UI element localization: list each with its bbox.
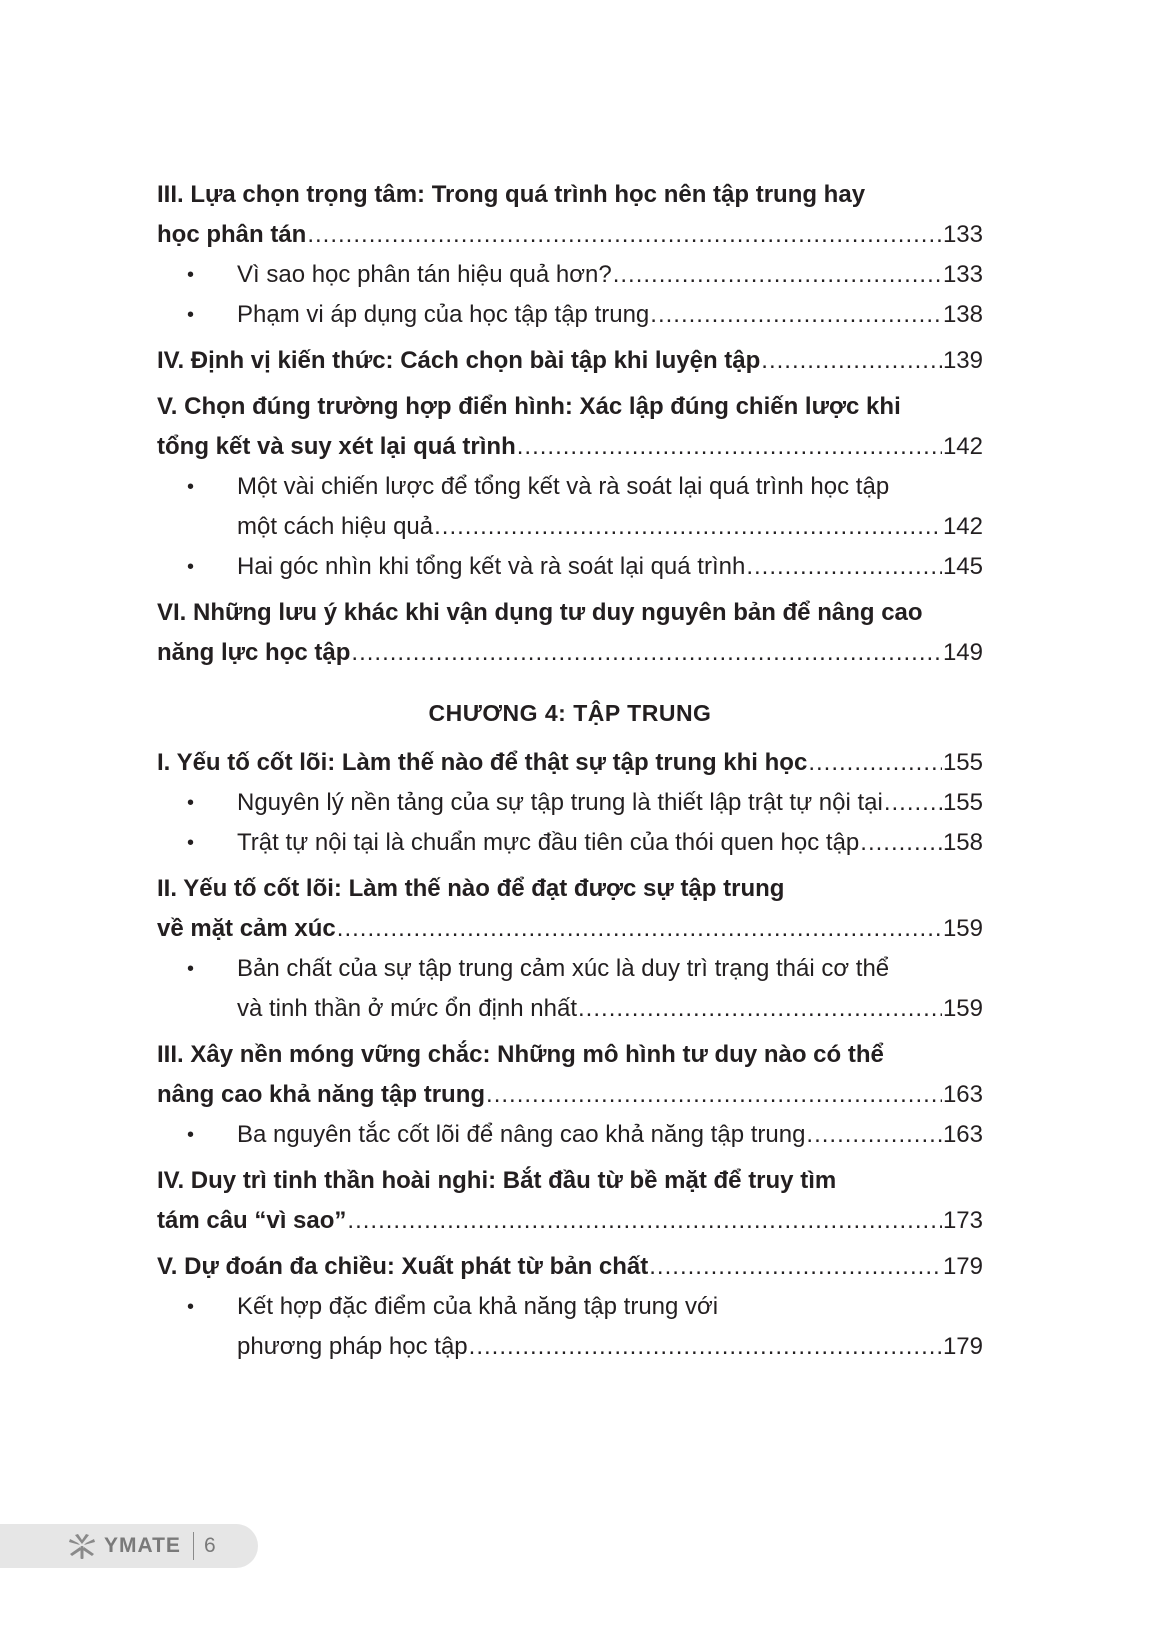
toc-entry-title: IV. Duy trì tinh thần hoài nghi: Bắt đầu từ bề mặt để truy tìm — [157, 1167, 837, 1194]
toc-entry-section-ii — [157, 869, 983, 949]
dot-leader — [613, 255, 942, 295]
page-number: 133 — [942, 221, 983, 248]
toc-subentry — [157, 255, 983, 295]
page-number: 155 — [942, 789, 983, 816]
toc-entry-section-iii — [157, 175, 983, 255]
toc-entry-section-iv — [157, 341, 983, 381]
bullet-icon: • — [187, 1296, 195, 1318]
bullet-icon: • — [187, 792, 195, 814]
toc-entry-title: Trật tự nội tại là chuẩn mực đầu tiên của thói quen học tập — [237, 829, 860, 856]
dot-leader — [649, 1247, 942, 1287]
toc-entry-title: IV. Định vị kiến thức: Cách chọn bài tập khi luyện tập — [157, 347, 761, 374]
dot-leader — [307, 215, 942, 255]
page-number: 159 — [942, 915, 983, 942]
toc-subentry — [157, 823, 983, 863]
toc-subentry — [157, 467, 983, 547]
dot-leader — [469, 1327, 942, 1367]
page-number: 163 — [942, 1081, 983, 1108]
dot-leader — [650, 295, 942, 335]
toc-entry-title: V. Chọn đúng trường hợp điển hình: Xác lập đúng chiến lược khi — [157, 393, 901, 420]
toc-subentry — [157, 295, 983, 335]
toc-entry-title: Hai góc nhìn khi tổng kết và rà soát lại quá trình — [237, 553, 746, 580]
toc-entry-title-cont: nâng cao khả năng tập trung — [157, 1081, 486, 1108]
page-number: 179 — [942, 1333, 983, 1360]
dot-leader — [517, 427, 942, 467]
toc-entry-title-cont: học phân tán — [157, 221, 307, 248]
page-number: 173 — [942, 1207, 983, 1234]
toc-entry-section-v-ch4 — [157, 1247, 983, 1287]
page-number: 142 — [942, 513, 983, 540]
toc-entry-title: Phạm vi áp dụng của học tập tập trung — [237, 301, 650, 328]
dot-leader — [347, 1201, 942, 1241]
bullet-icon: • — [187, 832, 195, 854]
toc-subentry — [157, 1115, 983, 1155]
dot-leader — [761, 341, 942, 381]
page-footer — [0, 1524, 258, 1568]
toc-entry-title: Nguyên lý nền tảng của sự tập trung là thiết lập trật tự nội tại — [237, 789, 883, 816]
toc-entry-title-cont: và tinh thần ở mức ổn định nhất — [237, 995, 578, 1022]
toc-subentry — [157, 783, 983, 823]
dot-leader — [884, 783, 942, 823]
dot-leader — [337, 909, 942, 949]
page-number: 163 — [942, 1121, 983, 1148]
brand-name: YMATE — [104, 1534, 181, 1557]
ymate-logo-icon — [66, 1530, 98, 1562]
page-number: 145 — [942, 553, 983, 580]
page-number: 142 — [942, 433, 983, 460]
toc-entry-title: III. Lựa chọn trọng tâm: Trong quá trình học nên tập trung hay — [157, 181, 866, 208]
page-number: 155 — [942, 749, 983, 776]
page-number: 158 — [942, 829, 983, 856]
toc-entry-title-cont: năng lực học tập — [157, 639, 351, 666]
dot-leader — [486, 1075, 942, 1115]
toc-entry-section-v — [157, 387, 983, 467]
toc-entry-title-cont: phương pháp học tập — [237, 1333, 468, 1360]
footer-page-number: 6 — [203, 1534, 216, 1557]
toc-entry-title: Một vài chiến lược để tổng kết và rà soát lại quá trình học tập — [237, 473, 890, 500]
bullet-icon: • — [187, 1124, 195, 1146]
dot-leader — [806, 1115, 942, 1155]
bullet-icon: • — [187, 556, 195, 578]
footer-divider — [193, 1532, 194, 1560]
dot-leader — [808, 743, 942, 783]
toc-entry-section-vi — [157, 593, 983, 673]
toc-entry-title: III. Xây nền móng vững chắc: Những mô hình tư duy nào có thể — [157, 1041, 884, 1068]
toc-entry-title: Kết hợp đặc điểm của khả năng tập trung với — [237, 1293, 719, 1320]
page-number: 179 — [942, 1253, 983, 1280]
toc-entry-title: Bản chất của sự tập trung cảm xúc là duy trì trạng thái cơ thể — [237, 955, 890, 982]
bullet-icon: • — [187, 958, 195, 980]
dot-leader — [578, 989, 942, 1029]
toc-entry-title-cont: tổng kết và suy xét lại quá trình — [157, 433, 516, 460]
toc-entry-title: V. Dự đoán đa chiều: Xuất phát từ bản chất — [157, 1253, 649, 1280]
toc-subentry — [157, 1287, 983, 1367]
toc-entry-title: Ba nguyên tắc cốt lõi để nâng cao khả năng tập trung — [237, 1121, 806, 1148]
bullet-icon: • — [187, 264, 195, 286]
toc-entry-title: VI. Những lưu ý khác khi vận dụng tư duy nguyên bản để nâng cao — [157, 599, 923, 626]
bullet-icon: • — [187, 476, 195, 498]
dot-leader — [351, 633, 942, 673]
page-number: 139 — [942, 347, 983, 374]
dot-leader — [746, 547, 942, 587]
toc-subentry — [157, 547, 983, 587]
toc-entry-title: II. Yếu tố cốt lõi: Làm thế nào để đạt được sự tập trung — [157, 875, 785, 902]
dot-leader — [434, 507, 942, 547]
toc-entry-title-cont: một cách hiệu quả — [237, 513, 434, 540]
toc-subentry — [157, 949, 983, 1029]
page-number: 133 — [942, 261, 983, 288]
toc-entry-title: I. Yếu tố cốt lõi: Làm thế nào để thật sự tập trung khi học — [157, 749, 808, 776]
toc-entry-section-iii-ch4 — [157, 1035, 983, 1115]
page-number: 159 — [942, 995, 983, 1022]
table-of-contents — [157, 175, 983, 1367]
toc-entry-title-cont: về mặt cảm xúc — [157, 915, 336, 942]
toc-entry-title-cont: tám câu “vì sao” — [157, 1207, 347, 1234]
toc-entry-section-i — [157, 743, 983, 783]
chapter-heading: CHƯƠNG 4: TẬP TRUNG — [428, 700, 712, 726]
page-number: 138 — [942, 301, 983, 328]
dot-leader — [860, 823, 942, 863]
page-number: 149 — [942, 639, 983, 666]
toc-entry-title: Vì sao học phân tán hiệu quả hơn? — [237, 261, 612, 288]
bullet-icon: • — [187, 304, 195, 326]
toc-entry-section-iv-ch4 — [157, 1161, 983, 1241]
